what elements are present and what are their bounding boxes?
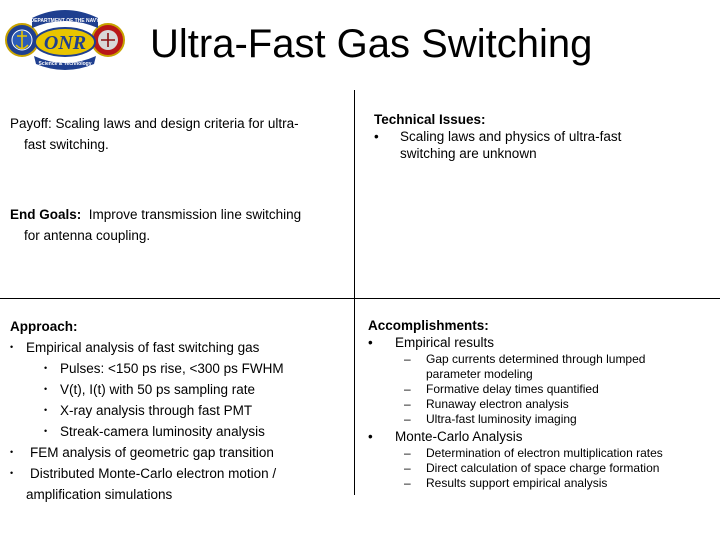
accomplishment-2: Monte-Carlo Analysis <box>395 429 523 444</box>
vertical-divider <box>354 90 355 495</box>
bullet: • <box>368 429 373 444</box>
horizontal-divider <box>0 298 720 299</box>
approach-sub-2: V(t), I(t) with 50 ps sampling rate <box>60 382 256 397</box>
accomplishments-section <box>368 317 716 491</box>
approach-sub-1: Pulses: <150 ps rise, <300 ps FWHM <box>60 361 284 376</box>
end-goals-label: End Goals: <box>10 207 82 222</box>
approach-item-2: FEM analysis of geometric gap transition <box>30 445 274 460</box>
technical-issue-1: Scaling laws and physics of ultra-fast <box>400 129 622 144</box>
bullet: • <box>10 447 14 457</box>
bullet: • <box>10 342 14 352</box>
payoff-section <box>10 113 350 155</box>
dash: – <box>404 397 411 411</box>
approach-item-3-cont: amplification simulations <box>26 487 173 502</box>
technical-issues-section <box>374 111 714 162</box>
dash: – <box>404 352 411 366</box>
end-goals-text-2: for antenna coupling. <box>24 228 151 243</box>
bullet: • <box>368 335 373 350</box>
payoff-label: Payoff: <box>10 116 52 131</box>
dash: – <box>404 382 411 396</box>
accomplishment-sub-3: Runaway electron analysis <box>426 397 569 411</box>
bullet: • <box>44 426 48 436</box>
accomplishments-label: Accomplishments: <box>368 318 489 333</box>
page-title: Ultra-Fast Gas Switching <box>150 22 593 66</box>
accomplishment-sub-4: Ultra-fast luminosity imaging <box>426 412 577 426</box>
bullet: • <box>44 384 48 394</box>
svg-text:DEPARTMENT OF THE NAVY: DEPARTMENT OF THE NAVY <box>30 18 100 24</box>
bullet: • <box>44 405 48 415</box>
svg-text:Science & Technology: Science & Technology <box>38 61 92 67</box>
payoff-text-1: Scaling laws and design criteria for ultra- <box>51 116 299 131</box>
approach-label: Approach: <box>10 319 78 334</box>
dash: – <box>404 476 411 490</box>
svg-text:ONR: ONR <box>43 32 87 54</box>
approach-item-1: Empirical analysis of fast switching gas <box>26 340 260 355</box>
bullet: • <box>10 468 14 478</box>
accomplishment-sub-5: Determination of electron multiplication rates <box>426 446 663 460</box>
accomplishment-sub-1-cont: parameter modeling <box>426 367 533 381</box>
end-goals-section <box>10 204 355 246</box>
accomplishment-sub-2: Formative delay times quantified <box>426 382 599 396</box>
approach-sub-4: Streak-camera luminosity analysis <box>60 424 265 439</box>
technical-issues-label: Technical Issues: <box>374 112 486 127</box>
accomplishment-sub-1: Gap currents determined through lumped <box>426 352 646 366</box>
bullet: • <box>44 363 48 373</box>
accomplishment-1: Empirical results <box>395 335 495 350</box>
accomplishment-sub-6: Direct calculation of space charge formation <box>426 461 660 475</box>
approach-sub-3: X-ray analysis through fast PMT <box>60 403 253 418</box>
payoff-text-2: fast switching. <box>24 137 109 152</box>
approach-section <box>10 316 350 505</box>
dash: – <box>404 461 411 475</box>
dash: – <box>404 412 411 426</box>
bullet: • <box>374 129 379 144</box>
end-goals-text-1: Improve transmission line switching <box>81 207 302 222</box>
accomplishment-sub-7: Results support empirical analysis <box>426 476 608 490</box>
technical-issue-1-cont: switching are unknown <box>400 146 537 161</box>
approach-item-3: Distributed Monte-Carlo electron motion / <box>30 466 277 481</box>
onr-logo <box>4 4 126 70</box>
dash: – <box>404 446 411 460</box>
